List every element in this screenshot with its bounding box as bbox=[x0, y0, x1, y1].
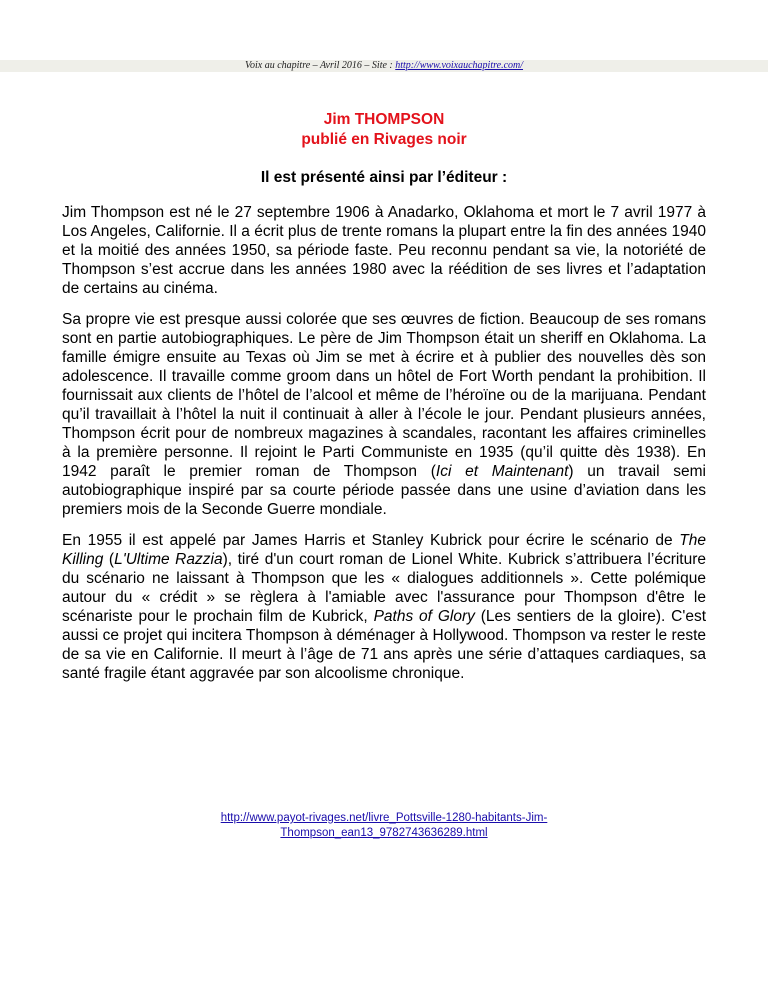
paragraph-kubrick bbox=[62, 531, 706, 683]
film-title: L'Ultime Razzia bbox=[114, 551, 223, 568]
text-run: ( bbox=[103, 551, 115, 568]
paragraph-life bbox=[62, 310, 706, 519]
source-link-line1: http://www.payot-rivages.net/livre_Pottsville-1280-habitants-Jim- bbox=[220, 812, 548, 824]
article-body bbox=[62, 203, 706, 695]
header-prefix: Voix au chapitre – Avril 2016 – Site : bbox=[244, 60, 396, 71]
source-link[interactable] bbox=[221, 812, 548, 839]
title-author: Jim THOMPSON bbox=[323, 111, 445, 128]
text-run: Sa propre vie est presque aussi colorée que ses œuvres de fiction. Beaucoup de ses romans sont en partie autobiographiques. Le père de Jim Thompson était un sheriff en Oklahoma. La famille émigre ensuite au Texas où Jim se met à écrire et à publier des nouvelles dès son adolescence. Il travaille comme groom dans un hôtel de Fort Worth pendant la prohibition. Il fournissait aux clients de l’hôtel de l’alcool et même de l’héroïne ou de la marijuana. Pendant qu’il travaillait à l’hôtel la nuit il continuait à aller à l’école le jour. Pendant plusieurs années, Thompson écrit pour de nombreux magazines à scandales, racontant les affaires criminelles à la première personne. Il rejoint le Parti Communiste en 1935 (qu’il quitte dès 1938). En 1942 paraît le premier roman de Thompson ( bbox=[62, 311, 706, 480]
section-heading: Il est présenté ainsi par l’éditeur : bbox=[260, 169, 508, 186]
paragraph-biography: Jim Thompson est né le 27 septembre 1906 à Anadarko, Oklahoma et mort le 7 avril 1977 à Los Angeles, Californie. Il a écrit plus de trente romans la plupart entre la fin des années 1940 et la moitié des années 1950, sa période faste. Peu reconnu pendant sa vie, la notoriété de Thompson s’est accrue dans les années 1980 avec la réédition de ses livres et l’adaptation de certains au cinéma. bbox=[62, 204, 706, 297]
title-publisher: publié en Rivages noir bbox=[301, 131, 467, 148]
text-run: (Les sentiers de la gloire). C'est aussi ce projet qui incitera Thompson à déménager à Hollywood. Thompson va rester le reste de sa vie en Californie. Il meurt à l’âge de 71 ans après une série d’attaques cardiaques, sa santé fragile étant aggravée par son alcoolisme chronique. bbox=[62, 608, 706, 682]
document-title bbox=[62, 110, 706, 150]
book-title: Ici et Maintenant bbox=[435, 463, 569, 480]
source-link-line2: Thompson_ean13_9782743636289.html bbox=[280, 827, 488, 839]
page-header bbox=[0, 59, 768, 72]
text-run: ) un travail semi autobiographique inspiré par sa courte période passée dans une usine d’aviation dans les premiers mois de la Seconde Guerre mondiale. bbox=[62, 463, 706, 518]
text-run: En 1955 il est appelé par James Harris et Stanley Kubrick pour écrire le scénario de bbox=[62, 532, 680, 549]
text-run: ), tiré d'un court roman de Lionel White. Kubrick s’attribuera l’écriture du scénario ne laissant à Thompson que les « dialogues additionnels ». Cette polémique autour du « crédit » se règlera à l'amiable avec l'assurance pour Thompson d'être le scénariste pour le prochain film de Kubrick, bbox=[62, 551, 707, 625]
header-site-link[interactable]: http://www.voixauchapitre.com/ bbox=[395, 60, 524, 71]
source-link-block bbox=[62, 811, 706, 841]
film-title: Paths of Glory bbox=[373, 608, 475, 625]
film-title: The Killing bbox=[62, 532, 706, 568]
